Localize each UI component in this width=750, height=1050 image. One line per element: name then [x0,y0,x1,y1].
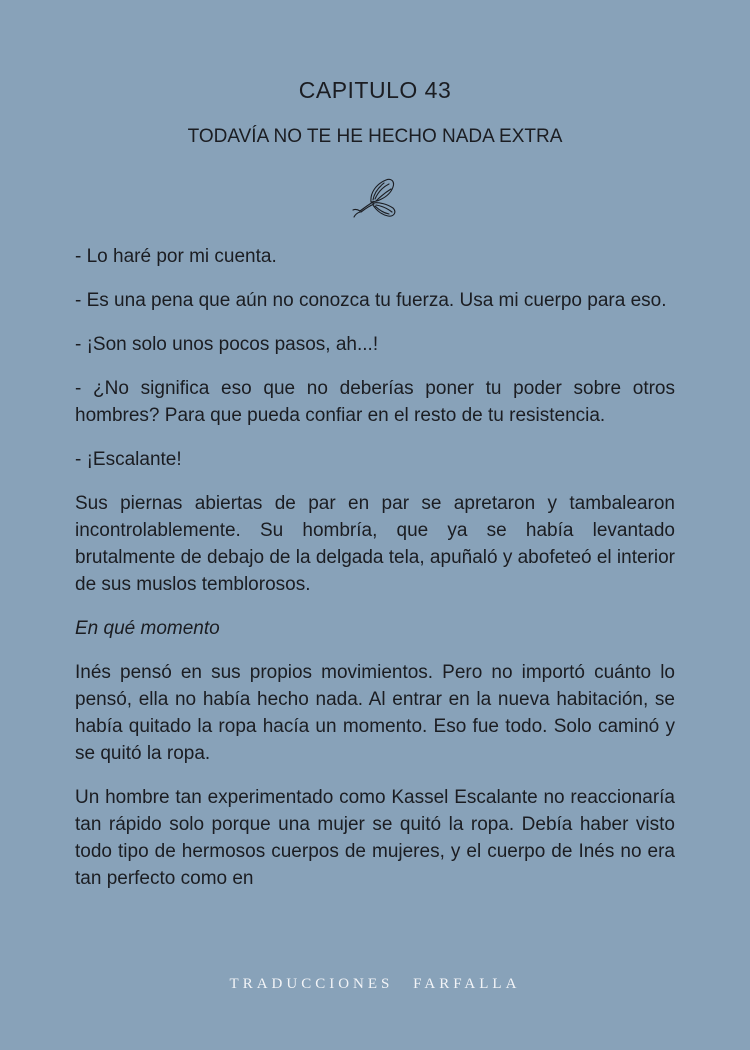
paragraph: - Es una pena que aún no conozca tu fuerza. Usa mi cuerpo para eso. [75,290,667,311]
paragraph: Inés pensó en sus propios movimientos. Pero no importó cuánto lo pensó, ella no había hecho nada. Al entrar en la nueva habitación, se había quitado la ropa hacía un momento. Eso fue todo. Solo caminó y se quitó la ropa. [75,662,675,764]
paragraph: - ¿No significa eso que no deberías poner tu poder sobre otros hombres? Para que pueda confiar en el resto de tu resistencia. [75,378,675,426]
paragraph: - ¡Son solo unos pocos pasos, ah...! [75,334,379,355]
paragraph: - ¡Escalante! [75,449,182,470]
italic-paragraph: En qué momento [75,618,220,639]
chapter-body [75,243,675,909]
paragraph: Un hombre tan experimentado como Kassel Escalante no reaccionaría tan rápido solo porque una mujer se quitó la ropa. Debía haber visto todo tipo de hermosos cuerpos de mujeres, y el cuerpo de Inés no era tan perfecto como en [75,787,675,889]
chapter-title: CAPITULO 43 [298,77,452,103]
paragraph: Sus piernas abiertas de par en par se apretaron y tambalearon incontrolablemente. Su hombría, que ya se había levantado brutalmente de debajo de la delgada tela, apuñaló y abofeteó el interior de sus muslos temblorosos. [75,493,675,595]
chapter-subtitle: TODAVÍA NO TE HE HECHO NADA EXTRA [187,126,563,147]
paragraph: - Lo haré por mi cuenta. [75,246,277,267]
footer-credit: TRADUCCIONES FARFALLA [229,976,521,992]
butterfly-icon [351,178,399,220]
